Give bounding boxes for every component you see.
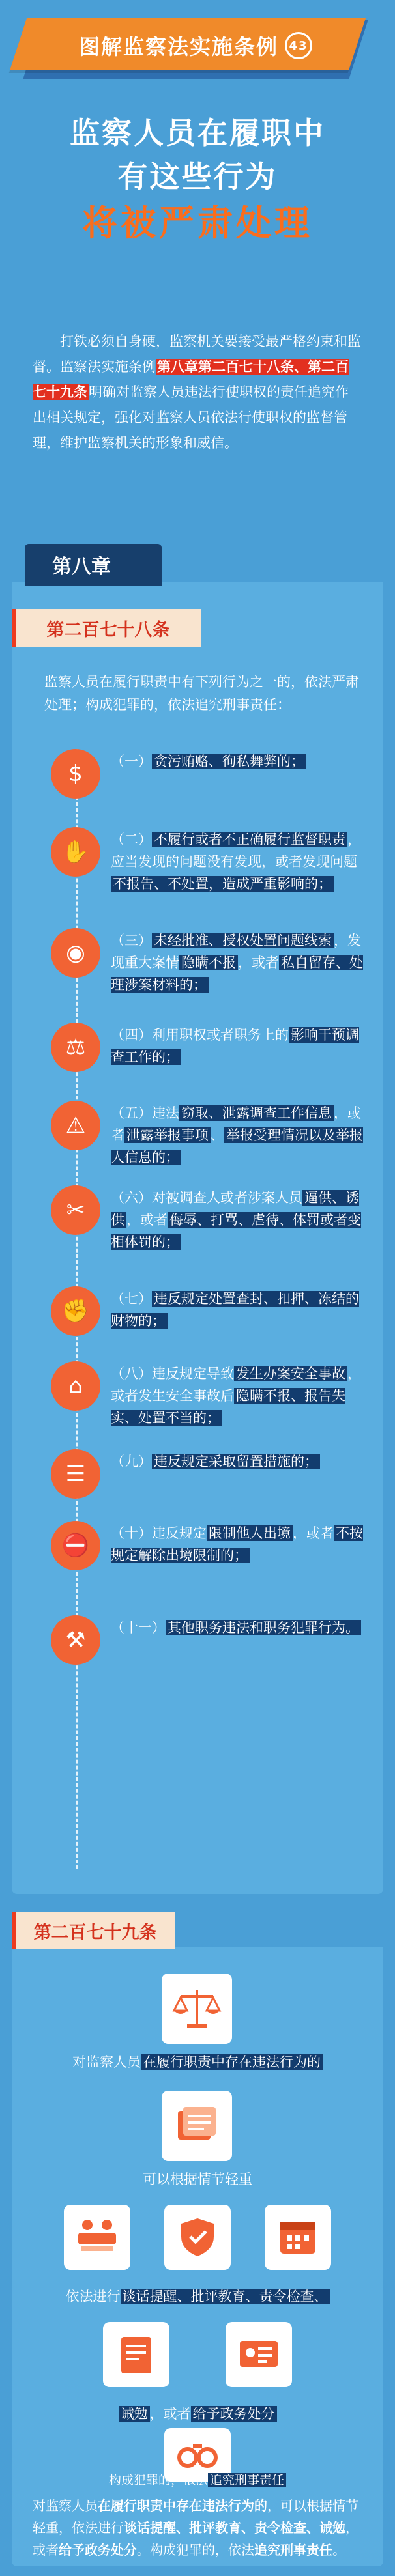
violation-highlight: 限制他人出境 (207, 1525, 293, 1541)
violation-plain: 对被调查人或者涉案人员 (152, 1190, 302, 1206)
step-3b: 谈话提醒、批评教育、责令检查、 (121, 2289, 330, 2304)
summary-b: 在履行职责中存在违法行为的 (98, 2498, 267, 2513)
violation-highlight: 贪污贿赂、徇私舞弊的； (152, 754, 306, 769)
document-icon (162, 2091, 232, 2161)
checklist-icon (103, 2322, 169, 2387)
title-line-1: 监察人员在履职中 (70, 115, 325, 150)
summary-h: 追究刑事责任 (254, 2542, 332, 2558)
violation-highlight: 违反规定采取留置措施的； (152, 1454, 320, 1469)
violation-plain: 违反规定 (152, 1525, 207, 1541)
violation-highlight: 侮辱、打骂、虐待、体罚或者变相体罚的； (111, 1212, 361, 1250)
violation-number: （十一） (111, 1620, 166, 1635)
violation-plain: ，或者 (293, 1525, 334, 1541)
violation-plain: ，或者 (238, 955, 279, 970)
step-1-text (12, 2052, 383, 2073)
step-4a: 诫勉 (119, 2406, 150, 2422)
violation-text (111, 1522, 372, 1566)
article-279-summary (33, 2495, 368, 2561)
violation-number: （十） (111, 1525, 152, 1541)
scale-icon: ⚖ (51, 1023, 100, 1072)
summary-c: ，可以根据情节轻重，依法进行 (33, 2498, 358, 2536)
violation-highlight: 未经批准、授权处置问题线索 (152, 933, 334, 948)
building-alert-icon: ⌂ (51, 1361, 100, 1411)
intro-paragraph (33, 329, 362, 456)
violation-highlight: 不按规定解除出境限制的； (111, 1525, 363, 1563)
article-279-tag: 第二百七十九条 (12, 1912, 175, 1949)
summary-g: 。构成犯罪的，依法 (137, 2542, 254, 2558)
shield-icon (164, 2205, 231, 2270)
violation-plain: ，或者发生安全事故后 (111, 1366, 361, 1404)
step-5b: 追究刑事责任 (208, 2473, 286, 2487)
violation-text (111, 1024, 372, 1068)
summary-a: 对监察人员 (33, 2498, 98, 2513)
warning-triangle-icon: ⚠ (51, 1101, 100, 1150)
violation-plain: ，应当发现的问题没有发现，或者发现问题 (111, 832, 361, 870)
violation-number: （四） (111, 1027, 152, 1043)
violation-number: （七） (111, 1291, 152, 1307)
money-hand-icon: $ (51, 749, 100, 799)
violation-number: （八） (111, 1366, 152, 1381)
violation-highlight: 影响干预调查工作的； (111, 1027, 359, 1065)
violation-number: （三） (111, 933, 152, 948)
violation-number: （一） (111, 754, 152, 769)
violation-plain: ，或者 (111, 1105, 361, 1143)
step-1b: 在履行职责中存在违法行为的 (141, 2054, 323, 2070)
violation-plain: ，或者 (126, 1212, 168, 1228)
step-4-text (12, 2403, 383, 2424)
violation-highlight: 泄露举报事项 (124, 1127, 211, 1143)
violation-number: （二） (111, 832, 152, 847)
tools-icon: ✂ (51, 1185, 100, 1235)
step-1a: 对监察人员 (72, 2054, 141, 2070)
violation-text (111, 750, 372, 772)
thumb-down-icon: ✋ (51, 827, 100, 877)
summary-d: 谈话提醒、批评教育、责令检查、诫勉 (124, 2520, 345, 2536)
banner (26, 26, 365, 65)
step-4b: ，或者 (149, 2406, 191, 2422)
violation-highlight: 不报告、不处置，造成严重影响的； (111, 876, 334, 892)
article-278-tag: 第二百七十八条 (12, 609, 201, 647)
article-278-lead: 监察人员在履行职责中有下列行为之一的，依法严肃处理；构成犯罪的，依法追究刑事责任： (44, 674, 359, 713)
step-3a: 依法进行 (65, 2289, 121, 2304)
step-4c: 给予政务处分 (191, 2406, 277, 2422)
intro-text-2: 明确对监察人员违法行使职权的责任追究作出相关规定，强化对监察人员依法行使职权的监督管理，维护监察机关的形象和威信。 (33, 384, 349, 451)
intro-highlight: 第八章第二百七十八条、第二百七十九条 (33, 359, 349, 400)
issue-badge: 43 (285, 32, 312, 59)
banner-text: 图解监察法实施条例 (78, 35, 278, 59)
violation-highlight: 私自留存、处理涉案材料的； (111, 955, 363, 993)
violation-highlight: 隐瞒不报、报告失实、处置不当的； (111, 1388, 345, 1426)
step-5-text (12, 2470, 383, 2491)
violation-highlight: 隐瞒不报 (179, 955, 238, 970)
summary-f: 给予政务处分 (59, 2542, 137, 2558)
id-card-icon (226, 2322, 292, 2387)
violation-text (111, 1102, 372, 1168)
violation-plain: 违法 (152, 1105, 179, 1121)
scale-icon (162, 1974, 232, 2044)
violation-text (111, 1363, 372, 1429)
violation-highlight: 发生办案安全事故 (234, 1366, 347, 1381)
violation-plain: 利用职权或者职务上的 (152, 1027, 289, 1043)
violation-text (111, 1451, 372, 1473)
violation-highlight: 举报受理情况以及举报人信息的； (111, 1127, 363, 1165)
chapter-tab: 第八章 (25, 544, 162, 586)
violation-number: （九） (111, 1454, 152, 1469)
intro-text-1: 打铁必须自身硬，监察机关要接受最严格约束和监督。监察法实施条例 (33, 333, 361, 375)
gavel-icon: ⚒ (51, 1615, 100, 1665)
step-2-text: 可以根据情节轻重 (143, 2172, 252, 2187)
calendar-icon (265, 2205, 331, 2270)
violation-plain: ，发现重大案情 (111, 933, 361, 970)
person-barrier-icon: ⛔ (51, 1521, 100, 1570)
summary-e: ，或者 (33, 2520, 358, 2558)
meeting-icon (64, 2205, 130, 2270)
document-board-icon: ☰ (51, 1449, 100, 1499)
step-5a: 构成犯罪的，依法 (108, 2473, 208, 2487)
violation-highlight: 其他职务违法和职务犯罪行为。 (166, 1620, 361, 1635)
violation-plain: 、 (211, 1127, 224, 1143)
violation-plain: 违反规定导致 (152, 1366, 234, 1381)
cctv-camera-icon: ◉ (51, 928, 100, 978)
violation-number: （六） (111, 1190, 152, 1206)
hand-icon: ✊ (51, 1286, 100, 1336)
violation-text (111, 1288, 372, 1332)
violation-text (111, 1187, 372, 1253)
violation-highlight: 违反规定处置查封、扣押、冻结的财物的； (111, 1291, 359, 1329)
violation-number: （五） (111, 1105, 152, 1121)
violation-highlight: 不履行或者不正确履行监督职责 (152, 832, 347, 847)
violation-text (111, 828, 372, 895)
summary-i: 。 (332, 2542, 345, 2558)
violation-highlight: 窃取、泄露调查工作信息 (179, 1105, 334, 1121)
violation-text (111, 1617, 372, 1639)
violation-highlight: 逼供、诱供 (111, 1190, 359, 1228)
title-line-2: 有这些行为 (117, 159, 278, 194)
step-3-text (12, 2286, 383, 2307)
violation-text (111, 929, 372, 996)
title-line-3: 将被严肃处理 (82, 203, 313, 244)
